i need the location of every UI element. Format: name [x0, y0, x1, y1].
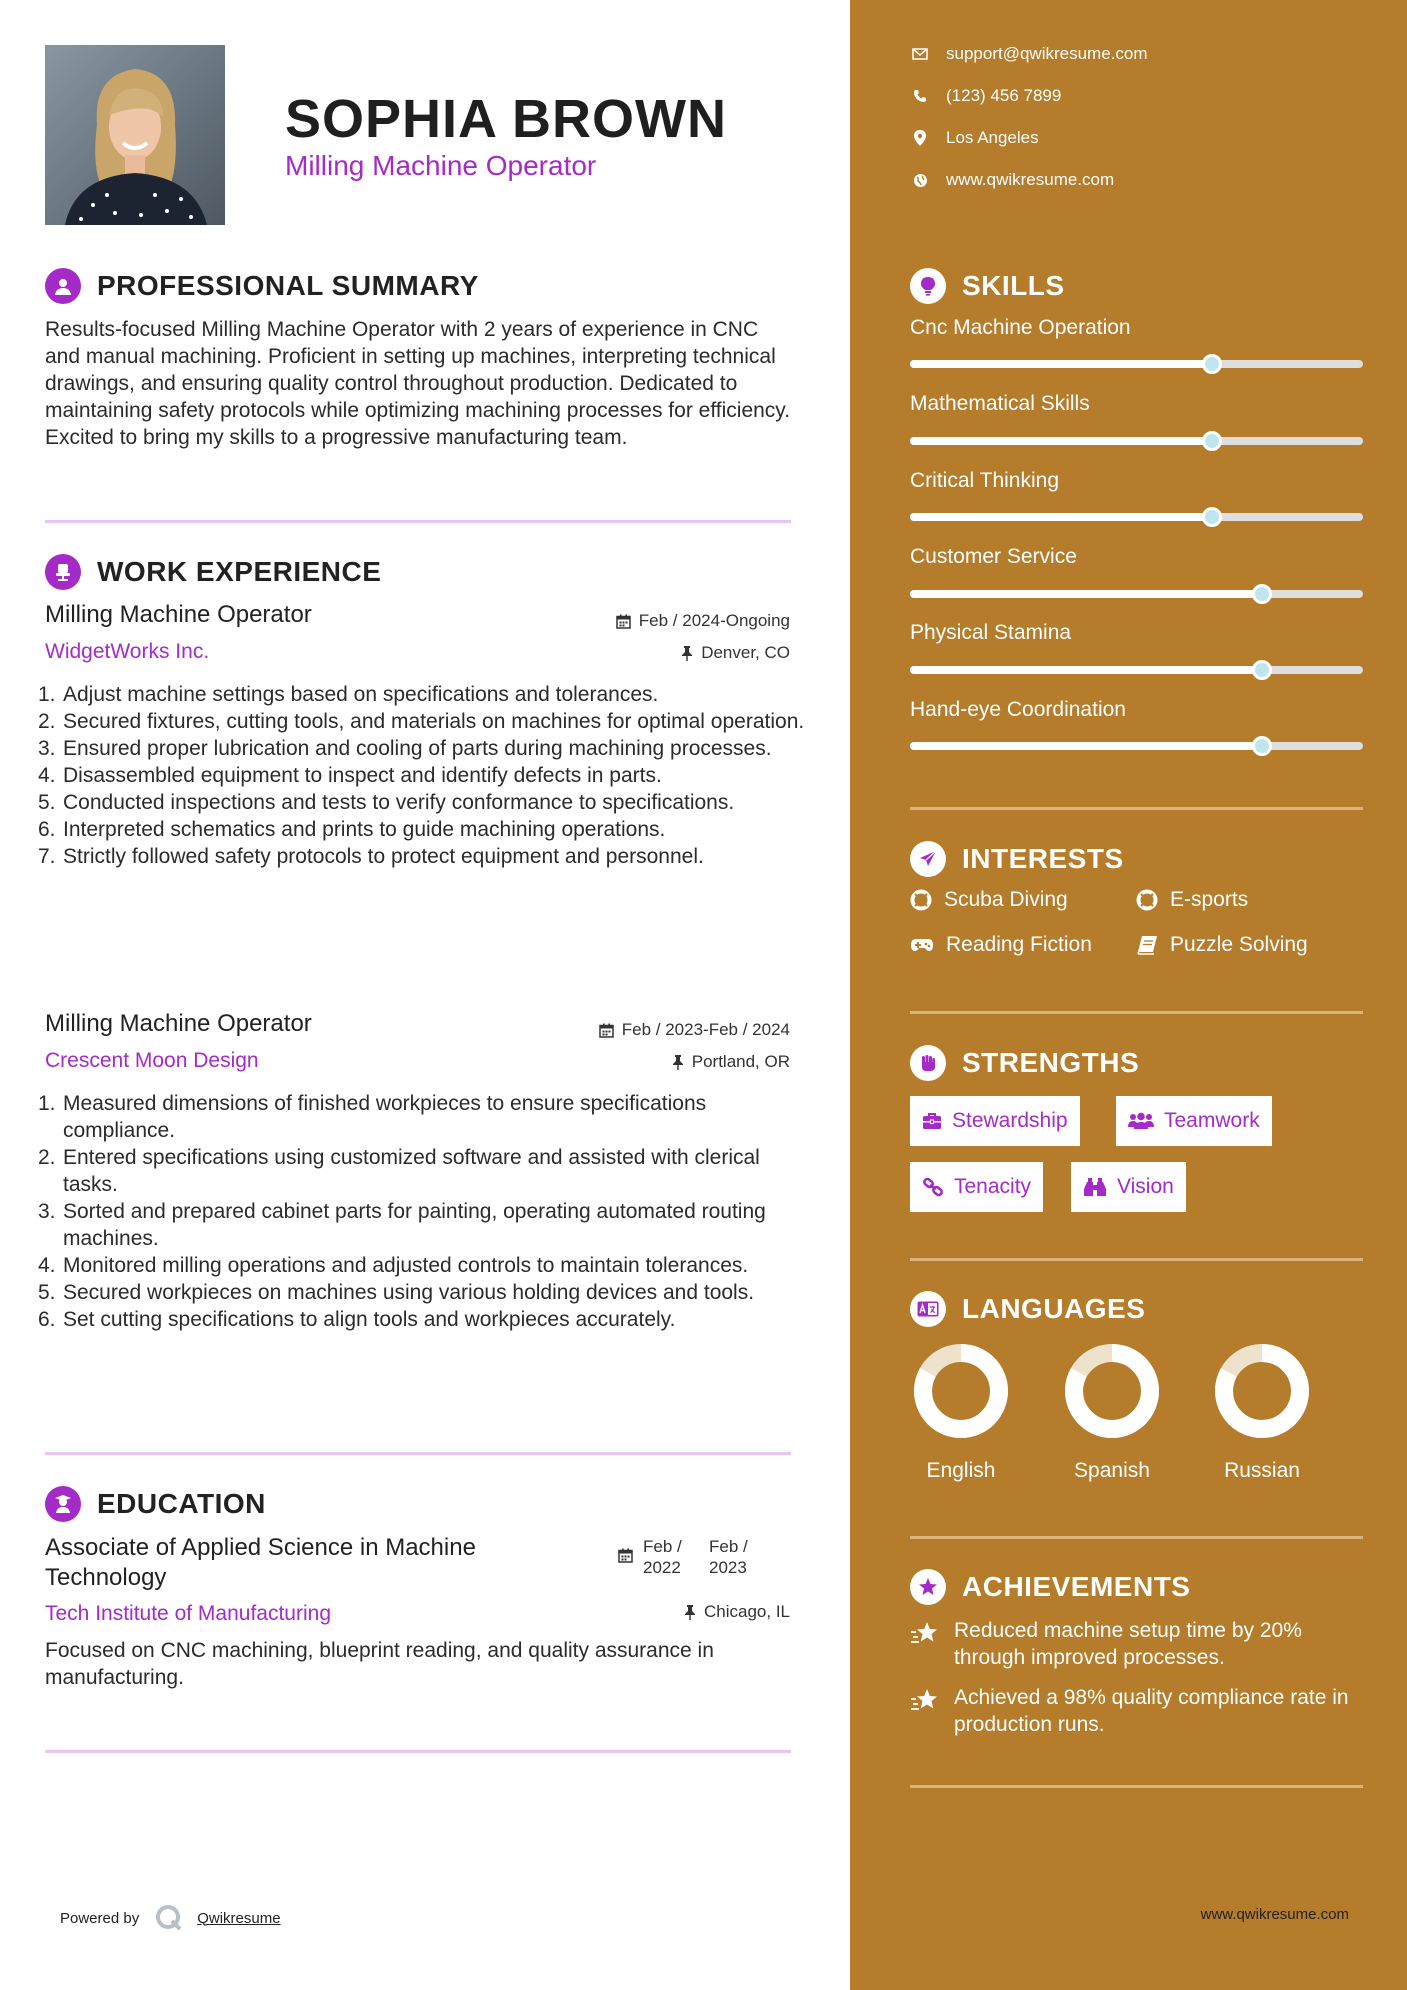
degree-title: Associate of Applied Science in Machine Technology: [45, 1534, 476, 1591]
strength-chip: [1116, 1096, 1272, 1146]
interests-title: INTERESTS: [962, 843, 1124, 874]
powered-by-label: Powered by: [60, 1909, 140, 1927]
job-title: Milling Machine Operator: [45, 1010, 312, 1037]
powered-by: [60, 1904, 281, 1932]
language-ring: [1062, 1341, 1162, 1441]
languages-title: LANGUAGES: [962, 1293, 1146, 1324]
section-divider: [910, 1785, 1363, 1788]
section-divider: [910, 1011, 1363, 1014]
contact-website: [910, 170, 1114, 190]
section-divider: [45, 520, 791, 523]
list-item: 4. Monitored milling operations and adjusted controls to maintain tolerances.: [38, 1254, 749, 1277]
language-item: [1062, 1341, 1162, 1483]
education-description: Focused on CNC machining, blueprint reading, and quality assurance in manufacturing.: [45, 1639, 714, 1689]
book-icon: [1136, 935, 1158, 955]
interest-label: Reading Fiction: [946, 933, 1092, 956]
fist-icon: [910, 1045, 946, 1081]
job-location-text: Denver, CO: [701, 643, 790, 662]
skill-bar: [910, 742, 1363, 750]
contact-location-text: Los Angeles: [946, 128, 1039, 147]
job-dates: [616, 611, 790, 631]
skills-title: SKILLS: [962, 270, 1065, 301]
education-section-header: [45, 1486, 266, 1522]
skill-bar-knob: [1252, 660, 1272, 680]
job-dates-text: Feb / 2023-Feb / 2024: [621, 1020, 790, 1039]
education-end-date: Feb / 2023: [709, 1537, 748, 1577]
strength-label: Tenacity: [954, 1175, 1032, 1198]
language-ring: [911, 1341, 1011, 1441]
work-title: WORK EXPERIENCE: [97, 556, 382, 587]
skill-label: Critical Thinking: [910, 469, 1059, 492]
job-duties-list: [38, 1090, 805, 1333]
contact-location: [910, 128, 1039, 148]
skill-bar: [910, 666, 1363, 674]
education-location-text: Chicago, IL: [704, 1602, 790, 1621]
translate-icon: [910, 1291, 946, 1327]
skill-bar-knob: [1202, 431, 1222, 451]
skill-bar-knob: [1202, 507, 1222, 527]
phone-icon: [910, 86, 930, 106]
achievement-text: Reduced machine setup time by 20% through improved processes.: [954, 1619, 1302, 1669]
section-divider: [910, 807, 1363, 810]
skill-bar: [910, 590, 1363, 598]
calendar-icon: [618, 1548, 633, 1563]
lifebuoy-icon: [1136, 889, 1158, 911]
contact-phone-text: (123) 456 7899: [946, 86, 1062, 105]
skill-bar-fill: [910, 742, 1262, 750]
users-icon: [1128, 1112, 1154, 1130]
education-location: [684, 1602, 790, 1622]
interests-section-header: [910, 841, 1124, 877]
strengths-title: STRENGTHS: [962, 1047, 1140, 1078]
list-item: 1. Adjust machine settings based on specifications and tolerances.: [38, 683, 659, 706]
star-icon: [910, 1688, 940, 1712]
interest-label: E-sports: [1170, 888, 1249, 911]
contact-website-text[interactable]: www.qwikresume.com: [946, 170, 1115, 189]
languages-section-header: [910, 1291, 1145, 1327]
list-item: 3. Ensured proper lubrication and cooling of parts during machining processes.: [38, 737, 772, 760]
skill-label: Mathematical Skills: [910, 392, 1090, 415]
profile-photo: [45, 45, 225, 225]
skill-bar: [910, 360, 1363, 368]
language-ring: [1212, 1341, 1312, 1441]
list-item: 5. Conducted inspections and tests to verify conformance to specifications.: [38, 791, 735, 814]
achievements-title: ACHIEVEMENTS: [962, 1571, 1191, 1602]
education-title: EDUCATION: [97, 1488, 266, 1519]
list-item: 1. Measured dimensions of finished workpieces to ensure specifications compliance.: [38, 1092, 707, 1142]
skill-bar-fill: [910, 513, 1212, 521]
skill-bar-fill: [910, 666, 1262, 674]
interest-label: Puzzle Solving: [1170, 933, 1308, 956]
strength-chip: [910, 1096, 1080, 1146]
summary-title: PROFESSIONAL SUMMARY: [97, 270, 479, 301]
language-label: Russian: [1224, 1459, 1300, 1482]
education-dates: [618, 1536, 765, 1578]
office-chair-icon: [45, 554, 81, 590]
map-marker-icon: [910, 128, 930, 148]
list-item: 2. Entered specifications using customized software and assisted with clerical tasks.: [38, 1146, 760, 1196]
list-item: 3. Sorted and prepared cabinet parts for painting, operating automated routing machines.: [38, 1200, 766, 1250]
job-company: Crescent Moon Design: [45, 1049, 259, 1072]
section-divider: [910, 1536, 1363, 1539]
qwikresume-logo-icon: [155, 1904, 183, 1932]
star-badge-icon: [910, 1569, 946, 1605]
job-location: [672, 1052, 790, 1072]
skill-bar-fill: [910, 590, 1262, 598]
summary-text: Results-focused Milling Machine Operator with 2 years of experience in CNC and manual machining. Proficient in setting up machines, interpreting technical drawings, and ensuring quality control throughout production. Dedicated to maintaining safety protocols while optimizing machining processes for efficiency. Excited to bring my skills to a progressive manufacturing team.: [45, 318, 791, 449]
skill-label: Hand-eye Coordination: [910, 698, 1126, 721]
section-divider: [45, 1452, 791, 1455]
interest-item: [910, 933, 1092, 957]
strength-label: Vision: [1117, 1175, 1174, 1198]
skill-bar-knob: [1202, 354, 1222, 374]
lightbulb-icon: [910, 268, 946, 304]
strengths-section-header: [910, 1045, 1139, 1081]
achievement-item: [910, 1617, 1370, 1671]
list-item: 6. Interpreted schematics and prints to guide machining operations.: [38, 818, 666, 841]
interest-item: [1136, 888, 1248, 912]
contact-email-text[interactable]: support@qwikresume.com: [946, 44, 1148, 63]
section-divider: [910, 1258, 1363, 1261]
gamepad-icon: [910, 937, 934, 953]
skill-bar-fill: [910, 437, 1212, 445]
lifebuoy-icon: [910, 889, 932, 911]
skill-bar-knob: [1252, 584, 1272, 604]
job-dates-text: Feb / 2024-Ongoing: [638, 611, 790, 630]
school-name: Tech Institute of Manufacturing: [45, 1602, 331, 1625]
language-item: [1212, 1341, 1312, 1483]
education-start-date: Feb / 2022: [643, 1537, 682, 1577]
interest-item: [910, 888, 1068, 912]
candidate-name: SOPHIA BROWN: [285, 89, 727, 149]
paper-plane-icon: [910, 841, 946, 877]
envelope-icon: [910, 44, 930, 64]
job-company: WidgetWorks Inc.: [45, 640, 210, 663]
list-item: 7. Strictly followed safety protocols to protect equipment and personnel.: [38, 845, 704, 868]
user-icon: [45, 268, 81, 304]
briefcase-icon: [922, 1112, 942, 1130]
job-dates: [599, 1020, 790, 1040]
contact-email: [910, 44, 1148, 64]
language-item: [911, 1341, 1011, 1483]
binoculars-icon: [1083, 1177, 1107, 1197]
strength-chip: [910, 1162, 1043, 1212]
achievement-text: Achieved a 98% quality compliance rate in production runs.: [954, 1686, 1349, 1736]
strength-label: Stewardship: [952, 1109, 1068, 1132]
graduate-icon: [45, 1486, 81, 1522]
contact-phone: [910, 86, 1061, 106]
job-title: Milling Machine Operator: [45, 601, 312, 628]
interest-item: [1136, 933, 1308, 957]
interest-label: Scuba Diving: [944, 888, 1068, 911]
job-location: [681, 643, 790, 663]
globe-icon: [910, 170, 930, 190]
language-label: English: [926, 1459, 996, 1482]
job-duties-list: [38, 681, 805, 870]
strength-chip: [1071, 1162, 1186, 1212]
list-item: 6. Set cutting specifications to align tools and workpieces accurately.: [38, 1308, 676, 1331]
skills-section-header: [910, 268, 1065, 304]
skill-label: Physical Stamina: [910, 621, 1072, 644]
candidate-role: Milling Machine Operator: [285, 150, 597, 181]
pin-icon: [684, 1605, 696, 1620]
skill-label: Customer Service: [910, 545, 1077, 568]
skill-label: Cnc Machine Operation: [910, 316, 1131, 339]
link-icon: [922, 1176, 944, 1198]
language-label: Spanish: [1074, 1459, 1150, 1482]
list-item: 4. Disassembled equipment to inspect and identify defects in parts.: [38, 764, 662, 787]
star-icon: [910, 1621, 940, 1645]
job-location-text: Portland, OR: [691, 1052, 790, 1071]
section-divider: [45, 1750, 791, 1753]
work-section-header: [45, 554, 381, 590]
skill-bar-knob: [1252, 736, 1272, 756]
pin-icon: [681, 646, 693, 661]
sidebar: [850, 0, 1407, 1990]
calendar-icon: [616, 614, 631, 629]
pin-icon: [672, 1055, 684, 1070]
skill-bar-fill: [910, 360, 1212, 368]
qwikresume-link[interactable]: Qwikresume: [197, 1909, 281, 1927]
calendar-icon: [599, 1023, 614, 1038]
footer-website[interactable]: www.qwikresume.com: [1200, 1906, 1349, 1923]
achievements-section-header: [910, 1569, 1190, 1605]
skill-bar: [910, 513, 1363, 521]
achievement-item: [910, 1684, 1370, 1738]
strength-label: Teamwork: [1164, 1109, 1260, 1132]
list-item: 2. Secured fixtures, cutting tools, and materials on machines for optimal operation.: [38, 710, 805, 733]
summary-section-header: [45, 268, 479, 304]
skill-bar: [910, 437, 1363, 445]
list-item: 5. Secured workpieces on machines using various holding devices and tools.: [38, 1281, 755, 1304]
